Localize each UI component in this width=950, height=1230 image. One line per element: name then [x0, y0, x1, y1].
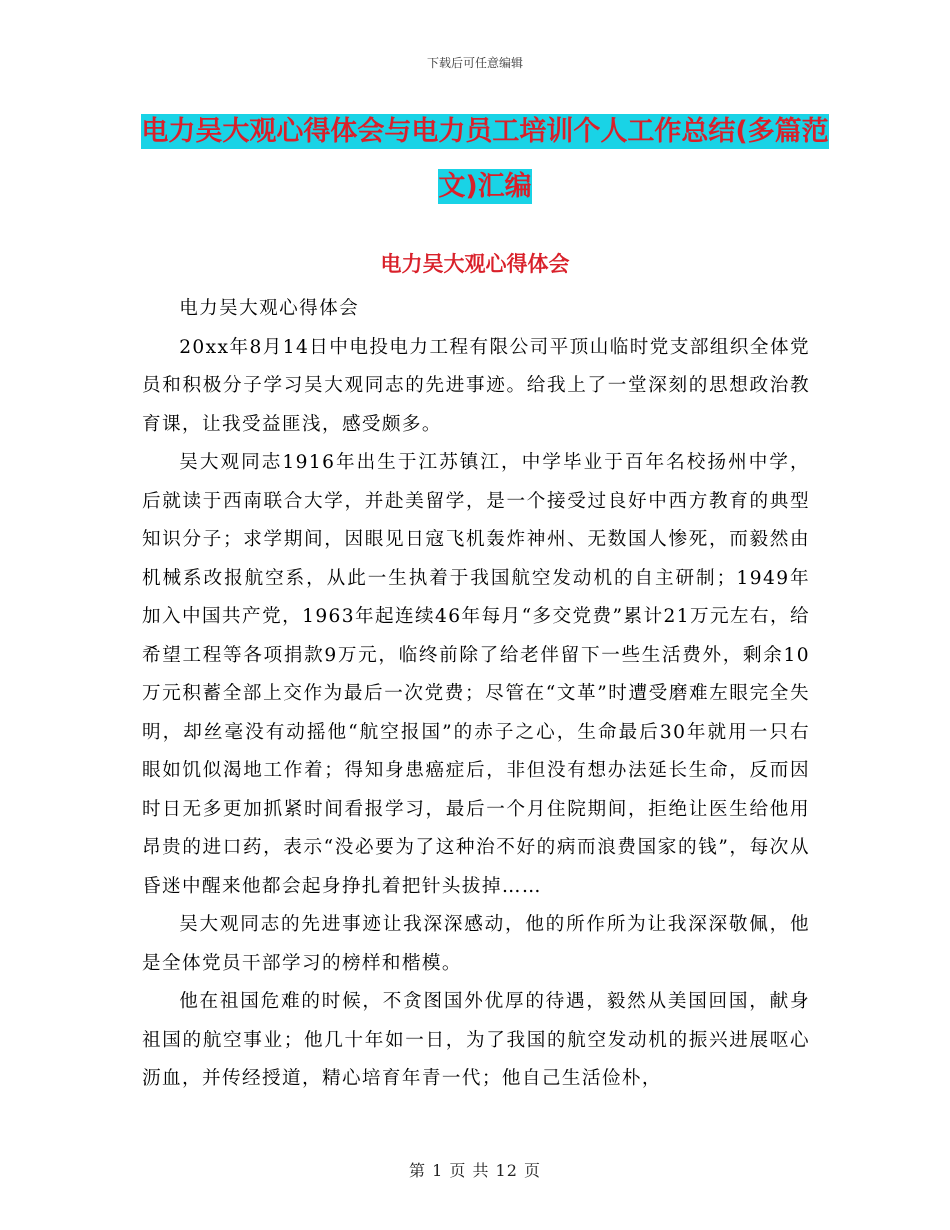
section-heading: 电力吴大观心得体会 — [380, 252, 570, 276]
paragraph: 电力吴大观心得体会 — [179, 298, 360, 319]
document-title — [140, 104, 830, 214]
header-note: 下载后可任意编辑 — [426, 56, 523, 70]
paragraph: 他在祖国危难的时候，不贪图国外优厚的待遇，毅然从美国回国，献身祖国的航空事业；他几十年如一日，为了我国的航空发动机的振兴进展呕心沥血，并传经授道，精心培育年青一代；他自己生活俭朴， — [142, 991, 810, 1089]
page-footer: 第 1 页 共 12 页 — [409, 1161, 541, 1180]
paragraph: 吴大观同志1916年出生于江苏镇江，中学毕业于百年名校扬州中学，后就读于西南联合大学，并赴美留学，是一个接受过良好中西方教育的典型知识分子；求学期间，因眼见日寇飞机轰炸神州、无数国人惨死，而毅然由机械系改报航空系，从此一生执着于我国航空发动机的自主研制；1949年加入中国共产党，1963年起连续46年每月“多交党费”累计21万元左右，给希望工程等各项捐款9万元，临终前除了给老伴留下一些生活费外，剩余10万元积蓄全部上交作为最后一次党费；尽管在“文革”时遭受磨难左眼完全失明，却丝毫没有动摇他“航空报国”的赤子之心，生命最后30年就用一只右眼如饥似渴地工作着；得知身患癌症后，非但没有想办法延长生命，反而因时日无多更加抓紧时间看报学习，最后一个月住院期间，拒绝让医生给他用昂贵的进口药，表示“没必要为了这种治不好的病而浪费国家的钱”，每次从昏迷中醒来他都会起身挣扎着把针头拔掉…… — [142, 452, 810, 897]
paragraph: 20xx年8月14日中电投电力工程有限公司平顶山临时党支部组织全体党员和积极分子学习吴大观同志的先进事迹。给我上了一堂深刻的思想政治教育课，让我受益匪浅，感受颇多。 — [142, 336, 810, 435]
document-title-text: 电力吴大观心得体会与电力员工培训个人工作总结(多篇范文)汇编 — [141, 116, 829, 202]
paragraph: 吴大观同志的先进事迹让我深深感动，他的所作所为让我深深敬佩，他是全体党员干部学习的榜样和楷模。 — [142, 914, 810, 974]
body-text — [142, 290, 810, 1099]
